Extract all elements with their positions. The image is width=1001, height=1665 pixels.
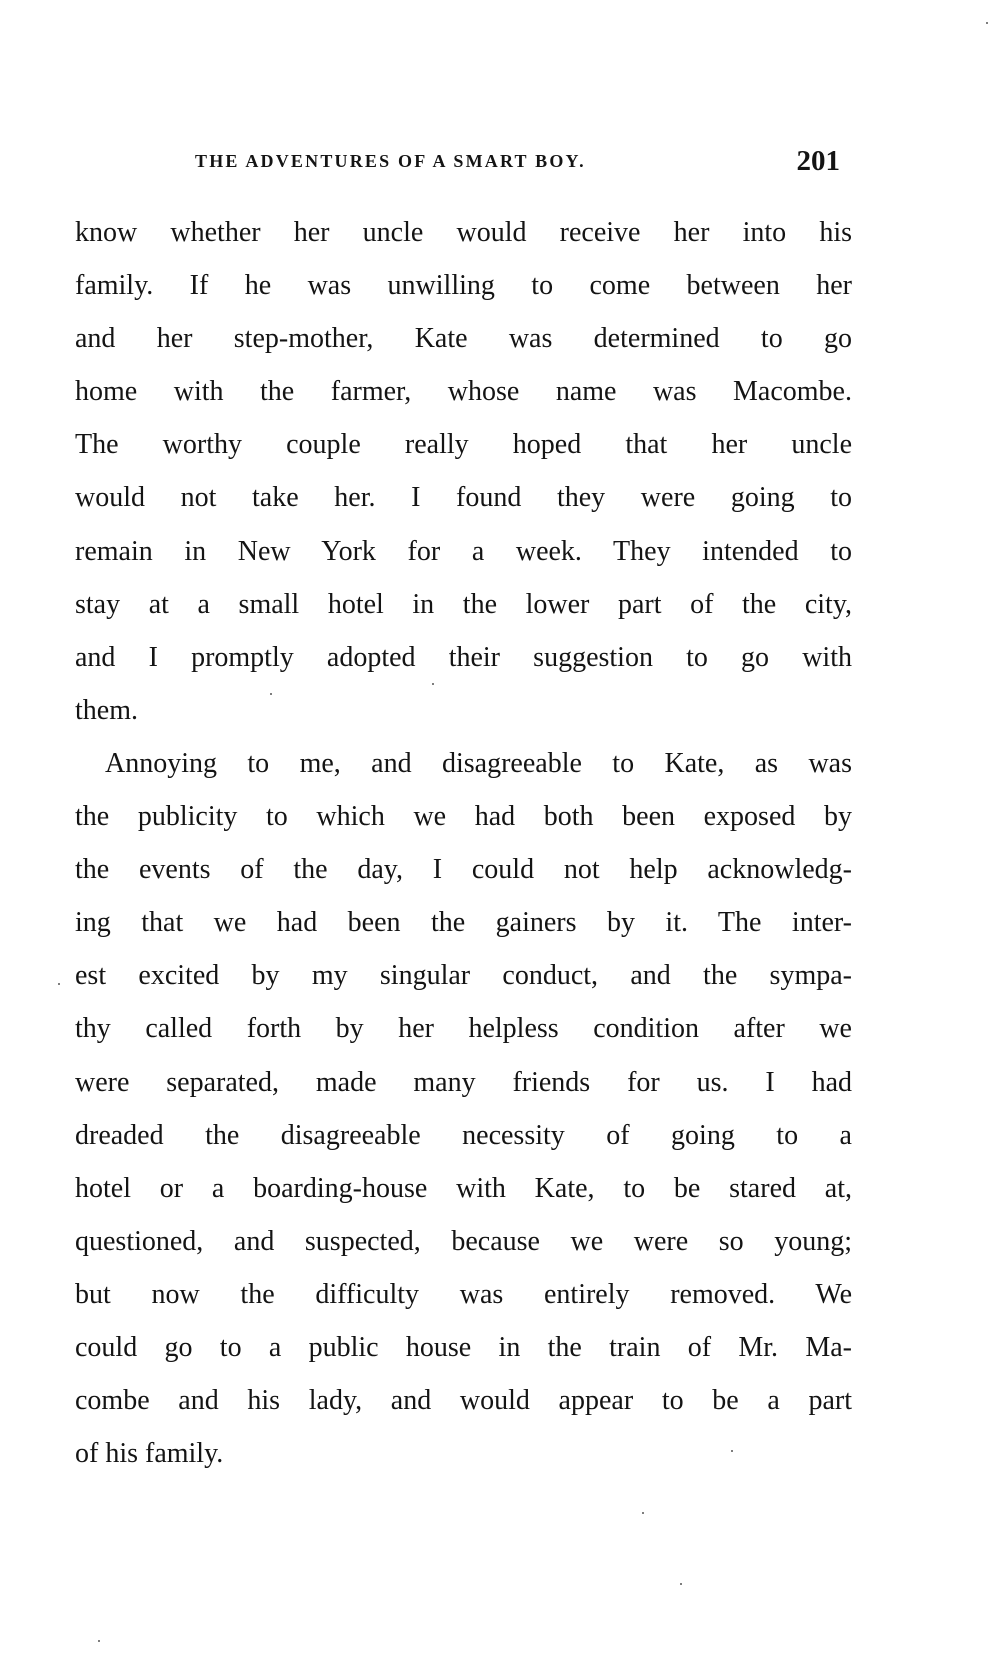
- text-line: Annoying to me, and disagreeable to Kate, as was: [105, 747, 852, 779]
- text-line: would not take her. I found they were going to: [75, 482, 852, 514]
- running-title: THE ADVENTURES OF A SMART BOY.: [195, 151, 586, 171]
- text-line: could go to a public house in the train of Mr. Ma-: [75, 1331, 852, 1363]
- text-line: them.: [75, 694, 138, 726]
- scan-speck: [731, 1450, 733, 1452]
- scan-speck: [680, 1583, 682, 1585]
- scan-speck: [270, 693, 272, 695]
- text-line: The worthy couple really hoped that her uncle: [75, 429, 852, 461]
- text-line: but now the difficulty was entirely removed. We: [75, 1278, 852, 1310]
- text-line: were separated, made many friends for us. I had: [75, 1066, 852, 1098]
- text-line: the publicity to which we had both been exposed by: [75, 801, 852, 833]
- text-line: hotel or a boarding-house with Kate, to be stared at,: [75, 1172, 852, 1204]
- text-line: thy called forth by her helpless condition after we: [75, 1013, 852, 1045]
- text-line: est excited by my singular conduct, and the sympa-: [75, 960, 852, 992]
- paragraph: [75, 206, 852, 737]
- page-number: 201: [796, 145, 840, 177]
- text-line: dreaded the disagreeable necessity of going to a: [75, 1119, 852, 1151]
- text-line: questioned, and suspected, because we were so young;: [75, 1225, 852, 1257]
- paragraph: [75, 737, 852, 1480]
- scan-speck: [986, 22, 988, 24]
- text-line: know whether her uncle would receive her into his: [75, 217, 852, 248]
- running-head: [195, 145, 840, 185]
- text-line: remain in New York for a week. They intended to: [75, 535, 852, 567]
- text-line: stay at a small hotel in the lower part of the city,: [75, 588, 852, 620]
- scan-speck: [642, 1512, 644, 1514]
- text-line: and I promptly adopted their suggestion to go with: [75, 641, 852, 673]
- scan-speck: [432, 683, 434, 685]
- body-text: [75, 206, 852, 1480]
- text-line: ing that we had been the gainers by it. The inter-: [75, 907, 852, 939]
- text-line: home with the farmer, whose name was Macombe.: [75, 376, 852, 408]
- text-line: combe and his lady, and would appear to be a part: [75, 1385, 852, 1417]
- scan-speck: [58, 983, 60, 985]
- scan-speck: [98, 1640, 100, 1642]
- text-line: the events of the day, I could not help acknowledg-: [75, 854, 852, 886]
- text-line: of his family.: [75, 1438, 224, 1470]
- text-line: and her step-mother, Kate was determined to go: [75, 323, 852, 355]
- text-line: family. If he was unwilling to come between her: [75, 270, 852, 302]
